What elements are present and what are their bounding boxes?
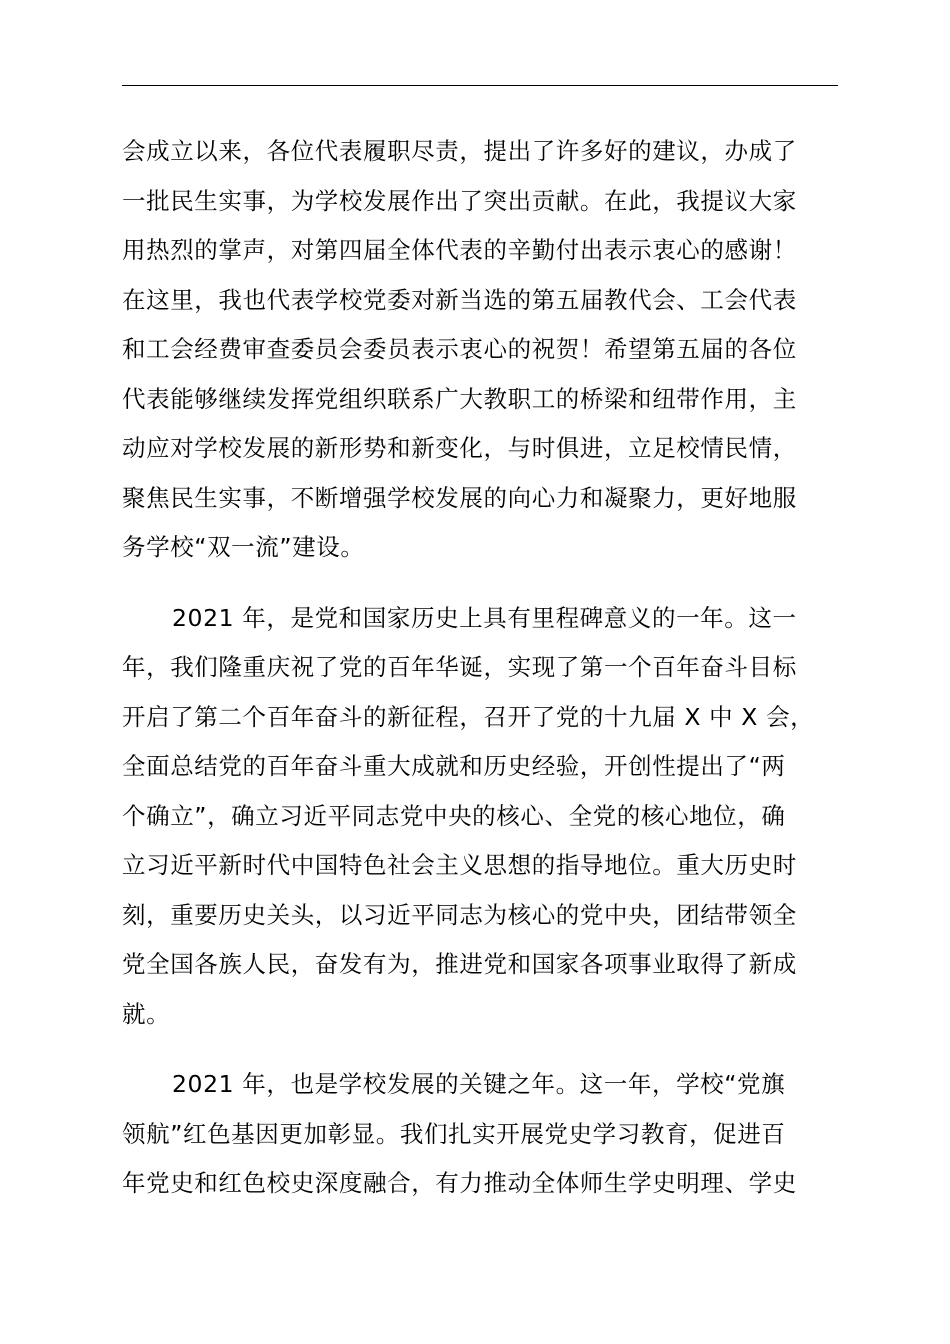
text-line: 立习近平新时代中国特色社会主义思想的指导地位。重大历史时 — [122, 851, 797, 879]
text-line: 和工会经费审查委员会委员表示衷心的祝贺！希望第五届的各位 — [122, 335, 797, 363]
text-line: 个确立”，确立习近平同志党中央的核心、全党的核心地位，确 — [122, 801, 786, 830]
text-line: 全面总结党的百年奋斗重大成就和历史经验，开创性提出了“两 — [122, 752, 786, 780]
text-line: 代表能够继续发挥党组织联系广大教职工的桥梁和纽带作用，主 — [122, 384, 797, 413]
text-line: 就。 — [122, 999, 171, 1028]
text-line: 年党史和红色校史深度融合，有力推动全体师生学史明理、学史 — [122, 1169, 797, 1197]
text-line: 用热烈的掌声，对第四届全体代表的辛勤付出表示衷心的感谢！ — [122, 236, 797, 264]
text-line: 聚焦民生实事，不断增强学校发展的向心力和凝聚力，更好地服 — [122, 483, 797, 512]
text-line: 年，我们隆重庆祝了党的百年华诞，实现了第一个百年奋斗目标 — [122, 653, 797, 681]
text-line: 2021 年，也是学校发展的关键之年。这一年，学校“党旗 — [172, 1070, 786, 1098]
text-line: 在这里，我也代表学校党委对新当选的第五届教代会、工会代表 — [122, 285, 797, 314]
header-rule — [122, 85, 838, 86]
text-line: 动应对学校发展的新形势和新变化，与时俱进，立足校情民情， — [122, 434, 797, 462]
text-line: 领航”红色基因更加彰显。我们扎实开展党史学习教育，促进百 — [122, 1119, 786, 1148]
text-line: 2021 年，是党和国家历史上具有里程碑意义的一年。这一 — [172, 603, 797, 632]
text-line: 刻，重要历史关头，以习近平同志为核心的党中央，团结带领全 — [122, 900, 797, 929]
text-line: 党全国各族人民，奋发有为，推进党和国家各项事业取得了新成 — [122, 950, 797, 978]
text-line: 务学校“双一流”建设。 — [122, 533, 365, 561]
body-text — [122, 127, 862, 1209]
text-line: 一批民生实事，为学校发展作出了突出贡献。在此，我提议大家 — [122, 186, 797, 215]
paragraph — [122, 1060, 862, 1209]
paragraph — [122, 127, 862, 573]
text-line: 会成立以来，各位代表履职尽责，提出了许多好的建议，办成了 — [122, 137, 797, 165]
text-line: 开启了第二个百年奋斗的新征程，召开了党的十九届 X 中 X 会， — [122, 702, 815, 731]
paragraph — [122, 594, 862, 1040]
